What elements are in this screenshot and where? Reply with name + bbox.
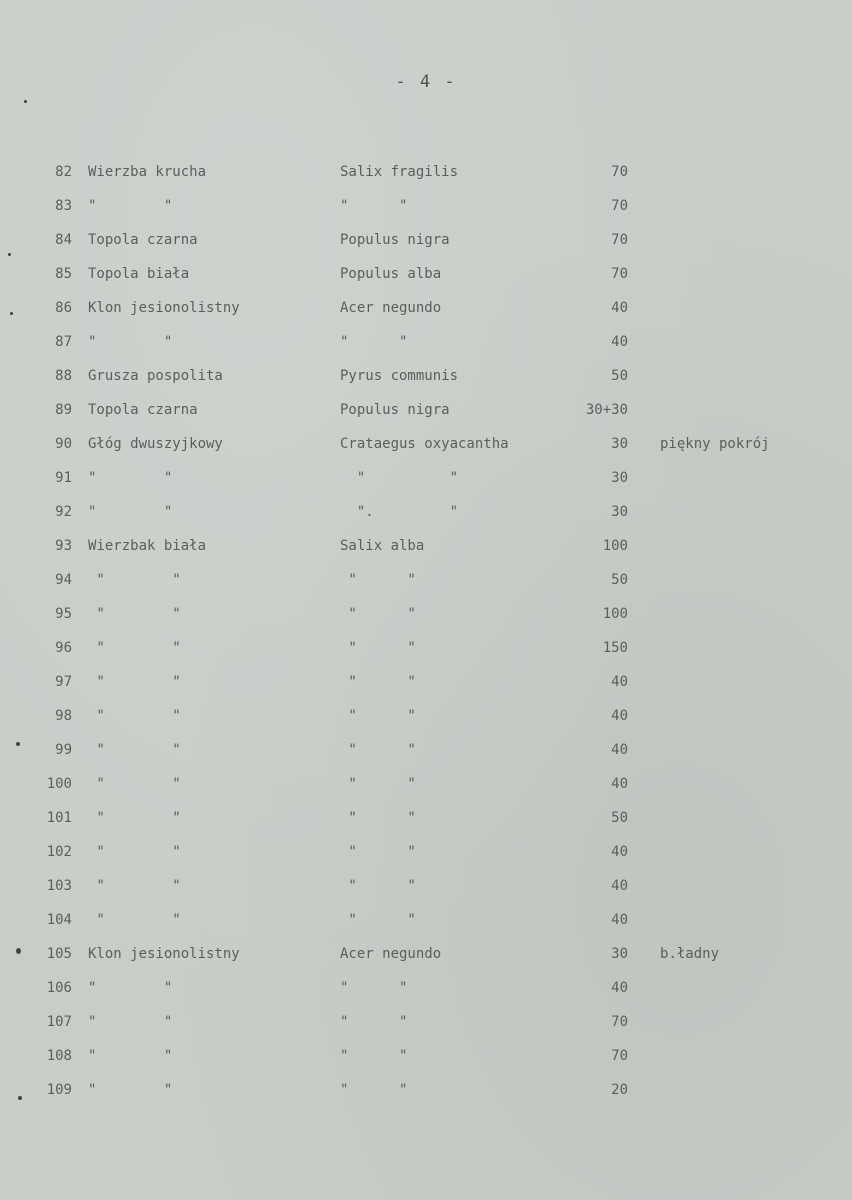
trunk-diameter: 70	[611, 198, 628, 214]
row-number: 91	[55, 470, 72, 486]
polish-name: Topola biała	[88, 266, 190, 282]
row-number: 107	[46, 1014, 72, 1030]
trunk-diameter: 30	[611, 946, 628, 962]
trunk-diameter: 70	[611, 232, 628, 248]
margin-dot	[18, 1096, 22, 1100]
latin-name: " "	[340, 742, 416, 758]
row-number: 108	[46, 1048, 72, 1064]
row-number: 102	[46, 844, 72, 860]
list-item	[0, 801, 852, 835]
latin-name: " "	[340, 334, 408, 350]
list-item	[0, 597, 852, 631]
polish-name: " "	[88, 1082, 173, 1098]
list-item	[0, 325, 852, 359]
list-item	[0, 699, 852, 733]
polish-name: " "	[88, 878, 181, 894]
latin-name: Salix fragilis	[340, 164, 459, 180]
latin-name: " "	[340, 640, 416, 656]
list-item	[0, 1073, 852, 1107]
polish-name: " "	[88, 334, 173, 350]
trunk-diameter: 30+30	[585, 402, 628, 418]
trunk-diameter: 40	[611, 334, 628, 350]
list-item	[0, 495, 852, 529]
polish-name: " "	[88, 742, 181, 758]
list-item	[0, 1039, 852, 1073]
polish-name: Klon jesionolistny	[88, 300, 240, 316]
polish-name: " "	[88, 1048, 173, 1064]
list-item	[0, 359, 852, 393]
trunk-diameter: 70	[611, 1014, 628, 1030]
margin-dot	[16, 742, 20, 746]
latin-name: " "	[340, 198, 408, 214]
list-item	[0, 189, 852, 223]
trunk-diameter: 30	[611, 470, 628, 486]
latin-name: " "	[340, 1082, 408, 1098]
list-item	[0, 835, 852, 869]
latin-name: " "	[340, 776, 416, 792]
latin-name: Populus nigra	[340, 402, 450, 418]
row-number: 104	[46, 912, 72, 928]
row-number: 100	[46, 776, 72, 792]
row-number: 106	[46, 980, 72, 996]
row-number: 87	[55, 334, 72, 350]
list-item	[0, 631, 852, 665]
list-item	[0, 393, 852, 427]
latin-name: " "	[340, 844, 416, 860]
trunk-diameter: 150	[602, 640, 628, 656]
margin-dot	[16, 948, 21, 954]
row-number: 88	[55, 368, 72, 384]
row-number: 90	[55, 436, 72, 452]
polish-name: " "	[88, 606, 181, 622]
row-number: 98	[55, 708, 72, 724]
polish-name: " "	[88, 1014, 173, 1030]
trunk-diameter: 50	[611, 368, 628, 384]
polish-name: " "	[88, 572, 181, 588]
polish-name: Wierzbak biała	[88, 538, 207, 554]
latin-name: ". "	[340, 504, 459, 520]
latin-name: " "	[340, 572, 416, 588]
margin-dot	[10, 312, 13, 315]
latin-name: Crataegus oxyacantha	[340, 436, 509, 452]
tree-inventory-list	[0, 155, 852, 1107]
latin-name: " "	[340, 980, 408, 996]
trunk-diameter: 40	[611, 980, 628, 996]
latin-name: Pyrus communis	[340, 368, 459, 384]
trunk-diameter: 40	[611, 674, 628, 690]
latin-name: " "	[340, 470, 459, 486]
list-item	[0, 903, 852, 937]
row-number: 93	[55, 538, 72, 554]
row-note: b.ładny	[660, 946, 720, 962]
polish-name: " "	[88, 810, 181, 826]
trunk-diameter: 70	[611, 266, 628, 282]
latin-name: " "	[340, 674, 416, 690]
row-number: 85	[55, 266, 72, 282]
list-item	[0, 665, 852, 699]
latin-name: Populus nigra	[340, 232, 450, 248]
latin-name: " "	[340, 606, 416, 622]
latin-name: " "	[340, 912, 416, 928]
polish-name: " "	[88, 844, 181, 860]
row-number: 84	[55, 232, 72, 248]
row-number: 82	[55, 164, 72, 180]
trunk-diameter: 100	[602, 606, 628, 622]
trunk-diameter: 70	[611, 1048, 628, 1064]
list-item	[0, 155, 852, 189]
page-number: - 4 -	[395, 72, 457, 92]
row-number: 96	[55, 640, 72, 656]
trunk-diameter: 70	[611, 164, 628, 180]
row-number: 94	[55, 572, 72, 588]
trunk-diameter: 100	[602, 538, 628, 554]
list-item	[0, 223, 852, 257]
row-number: 97	[55, 674, 72, 690]
trunk-diameter: 40	[611, 708, 628, 724]
margin-dot	[24, 100, 27, 103]
polish-name: Wierzba krucha	[88, 164, 207, 180]
trunk-diameter: 40	[611, 300, 628, 316]
trunk-diameter: 40	[611, 912, 628, 928]
trunk-diameter: 20	[611, 1082, 628, 1098]
polish-name: " "	[88, 980, 173, 996]
row-note: piękny pokrój	[660, 436, 770, 452]
polish-name: Topola czarna	[88, 402, 198, 418]
margin-dot	[8, 253, 11, 256]
latin-name: Populus alba	[340, 266, 442, 282]
polish-name: " "	[88, 640, 181, 656]
list-item	[0, 563, 852, 597]
row-number: 86	[55, 300, 72, 316]
trunk-diameter: 40	[611, 742, 628, 758]
polish-name: " "	[88, 776, 181, 792]
polish-name: Topola czarna	[88, 232, 198, 248]
polish-name: " "	[88, 708, 181, 724]
polish-name: Klon jesionolistny	[88, 946, 240, 962]
latin-name: " "	[340, 878, 416, 894]
latin-name: " "	[340, 810, 416, 826]
row-number: 101	[46, 810, 72, 826]
polish-name: Głóg dwuszyjkowy	[88, 436, 223, 452]
latin-name: Acer negundo	[340, 300, 442, 316]
row-number: 83	[55, 198, 72, 214]
polish-name: " "	[88, 504, 173, 520]
trunk-diameter: 40	[611, 878, 628, 894]
latin-name: Salix alba	[340, 538, 425, 554]
trunk-diameter: 30	[611, 504, 628, 520]
list-item	[0, 427, 852, 461]
trunk-diameter: 40	[611, 776, 628, 792]
trunk-diameter: 30	[611, 436, 628, 452]
latin-name: " "	[340, 1048, 408, 1064]
list-item	[0, 529, 852, 563]
row-number: 95	[55, 606, 72, 622]
row-number: 99	[55, 742, 72, 758]
row-number: 103	[46, 878, 72, 894]
row-number: 92	[55, 504, 72, 520]
polish-name: " "	[88, 912, 181, 928]
list-item	[0, 461, 852, 495]
list-item	[0, 257, 852, 291]
latin-name: " "	[340, 1014, 408, 1030]
list-item	[0, 733, 852, 767]
polish-name: " "	[88, 674, 181, 690]
list-item	[0, 1005, 852, 1039]
latin-name: " "	[340, 708, 416, 724]
polish-name: " "	[88, 470, 173, 486]
row-number: 89	[55, 402, 72, 418]
trunk-diameter: 40	[611, 844, 628, 860]
list-item	[0, 291, 852, 325]
latin-name: Acer negundo	[340, 946, 442, 962]
polish-name: " "	[88, 198, 173, 214]
list-item	[0, 869, 852, 903]
trunk-diameter: 50	[611, 572, 628, 588]
row-number: 109	[46, 1082, 72, 1098]
list-item	[0, 767, 852, 801]
list-item	[0, 937, 852, 971]
polish-name: Grusza pospolita	[88, 368, 223, 384]
list-item	[0, 971, 852, 1005]
trunk-diameter: 50	[611, 810, 628, 826]
row-number: 105	[46, 946, 72, 962]
